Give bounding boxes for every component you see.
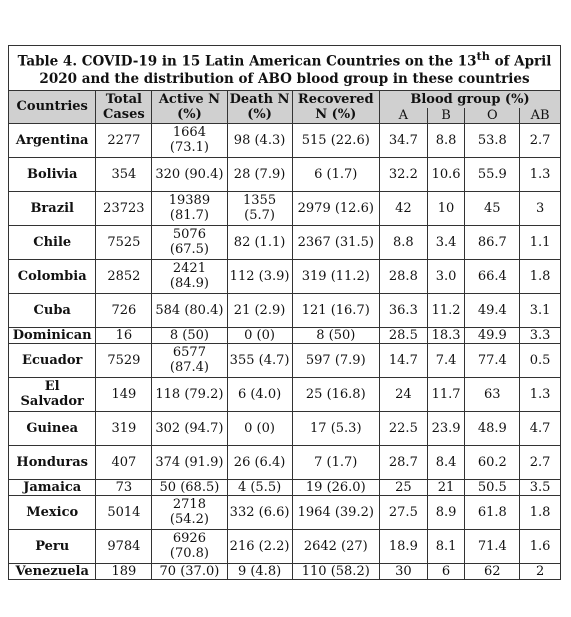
cell-active: 320 (90.4) bbox=[152, 157, 227, 191]
cell-recovered: 1964 (39.2) bbox=[292, 495, 379, 529]
table-row bbox=[9, 495, 561, 529]
cell-o: 50.5 bbox=[465, 479, 520, 495]
cell-total: 5014 bbox=[96, 495, 152, 529]
cell-o: 62 bbox=[465, 563, 520, 579]
cell-b: 8.1 bbox=[427, 529, 465, 563]
cell-ab: 2.7 bbox=[520, 445, 561, 479]
cell-death: 0 (0) bbox=[227, 327, 292, 343]
header-blood-o: O bbox=[465, 108, 520, 124]
cell-death: 82 (1.1) bbox=[227, 225, 292, 259]
cell-active: 50 (68.5) bbox=[152, 479, 227, 495]
cell-total: 189 bbox=[96, 563, 152, 579]
header-countries: Countries bbox=[9, 90, 96, 123]
cell-ab: 3.1 bbox=[520, 293, 561, 327]
cell-country: El Salvador bbox=[9, 377, 96, 411]
cell-death: 26 (6.4) bbox=[227, 445, 292, 479]
cell-a: 22.5 bbox=[379, 411, 427, 445]
cell-total: 73 bbox=[96, 479, 152, 495]
cell-active: 584 (80.4) bbox=[152, 293, 227, 327]
cell-recovered: 515 (22.6) bbox=[292, 123, 379, 157]
header-blood-ab: AB bbox=[520, 108, 561, 124]
cell-death: 112 (3.9) bbox=[227, 259, 292, 293]
cell-total: 726 bbox=[96, 293, 152, 327]
cell-a: 42 bbox=[379, 191, 427, 225]
cell-o: 49.9 bbox=[465, 327, 520, 343]
table-row bbox=[9, 377, 561, 411]
cell-a: 24 bbox=[379, 377, 427, 411]
cell-b: 10 bbox=[427, 191, 465, 225]
cell-a: 8.8 bbox=[379, 225, 427, 259]
cell-ab: 1.1 bbox=[520, 225, 561, 259]
cell-active: 2421 (84.9) bbox=[152, 259, 227, 293]
cell-active: 2718 (54.2) bbox=[152, 495, 227, 529]
cell-country: Cuba bbox=[9, 293, 96, 327]
cell-o: 61.8 bbox=[465, 495, 520, 529]
cell-death: 98 (4.3) bbox=[227, 123, 292, 157]
table-row bbox=[9, 123, 561, 157]
cell-b: 18.3 bbox=[427, 327, 465, 343]
cell-country: Venezuela bbox=[9, 563, 96, 579]
cell-b: 3.4 bbox=[427, 225, 465, 259]
cell-o: 86.7 bbox=[465, 225, 520, 259]
cell-country: Brazil bbox=[9, 191, 96, 225]
table-row bbox=[9, 191, 561, 225]
cell-a: 28.7 bbox=[379, 445, 427, 479]
cell-recovered: 2979 (12.6) bbox=[292, 191, 379, 225]
cell-recovered: 6 (1.7) bbox=[292, 157, 379, 191]
cell-o: 49.4 bbox=[465, 293, 520, 327]
cell-o: 63 bbox=[465, 377, 520, 411]
table-row bbox=[9, 411, 561, 445]
cell-b: 6 bbox=[427, 563, 465, 579]
cell-active: 1664 (73.1) bbox=[152, 123, 227, 157]
cell-o: 53.8 bbox=[465, 123, 520, 157]
header-total-cases: Total Cases bbox=[96, 90, 152, 123]
cell-ab: 4.7 bbox=[520, 411, 561, 445]
cell-active: 118 (79.2) bbox=[152, 377, 227, 411]
cell-country: Ecuador bbox=[9, 343, 96, 377]
table-row bbox=[9, 343, 561, 377]
cell-o: 45 bbox=[465, 191, 520, 225]
cell-total: 2852 bbox=[96, 259, 152, 293]
cell-a: 28.8 bbox=[379, 259, 427, 293]
cell-ab: 1.8 bbox=[520, 495, 561, 529]
cell-country: Honduras bbox=[9, 445, 96, 479]
cell-recovered: 319 (11.2) bbox=[292, 259, 379, 293]
cell-recovered: 8 (50) bbox=[292, 327, 379, 343]
cell-total: 319 bbox=[96, 411, 152, 445]
table-row bbox=[9, 529, 561, 563]
cell-a: 36.3 bbox=[379, 293, 427, 327]
cell-total: 2277 bbox=[96, 123, 152, 157]
cell-o: 48.9 bbox=[465, 411, 520, 445]
cell-country: Peru bbox=[9, 529, 96, 563]
cell-b: 8.9 bbox=[427, 495, 465, 529]
cell-ab: 1.3 bbox=[520, 157, 561, 191]
caption-line-2: 2020 and the distribution of ABO blood group in these countries bbox=[39, 70, 530, 87]
header-active: Active N (%) bbox=[152, 90, 227, 123]
cell-a: 14.7 bbox=[379, 343, 427, 377]
cell-recovered: 19 (26.0) bbox=[292, 479, 379, 495]
cell-b: 11.7 bbox=[427, 377, 465, 411]
cell-death: 21 (2.9) bbox=[227, 293, 292, 327]
cell-recovered: 2367 (31.5) bbox=[292, 225, 379, 259]
cell-recovered: 17 (5.3) bbox=[292, 411, 379, 445]
table-caption bbox=[9, 46, 561, 91]
cell-country: Bolivia bbox=[9, 157, 96, 191]
table-body bbox=[9, 123, 561, 579]
cell-ab: 0.5 bbox=[520, 343, 561, 377]
header-blood-b: B bbox=[427, 108, 465, 124]
cell-recovered: 2642 (27) bbox=[292, 529, 379, 563]
cell-a: 27.5 bbox=[379, 495, 427, 529]
cell-country: Jamaica bbox=[9, 479, 96, 495]
cell-country: Argentina bbox=[9, 123, 96, 157]
cell-o: 77.4 bbox=[465, 343, 520, 377]
cell-b: 10.6 bbox=[427, 157, 465, 191]
cell-total: 7525 bbox=[96, 225, 152, 259]
cell-death: 332 (6.6) bbox=[227, 495, 292, 529]
cell-total: 23723 bbox=[96, 191, 152, 225]
cell-b: 8.8 bbox=[427, 123, 465, 157]
cell-ab: 3 bbox=[520, 191, 561, 225]
cell-active: 302 (94.7) bbox=[152, 411, 227, 445]
cell-ab: 2.7 bbox=[520, 123, 561, 157]
cell-ab: 3.3 bbox=[520, 327, 561, 343]
cell-country: Chile bbox=[9, 225, 96, 259]
cell-active: 6926 (70.8) bbox=[152, 529, 227, 563]
header-death: Death N (%) bbox=[227, 90, 292, 123]
cell-country: Dominican bbox=[9, 327, 96, 343]
caption-line-1: Table 4. COVID-19 in 15 Latin American Countries on the 13 bbox=[17, 53, 477, 70]
cell-b: 23.9 bbox=[427, 411, 465, 445]
cell-total: 149 bbox=[96, 377, 152, 411]
cell-country: Colombia bbox=[9, 259, 96, 293]
caption-superscript: th bbox=[476, 49, 490, 63]
cell-b: 11.2 bbox=[427, 293, 465, 327]
cell-death: 4 (5.5) bbox=[227, 479, 292, 495]
cell-recovered: 121 (16.7) bbox=[292, 293, 379, 327]
header-blood-a: A bbox=[379, 108, 427, 124]
cell-total: 9784 bbox=[96, 529, 152, 563]
table-row bbox=[9, 563, 561, 579]
cell-ab: 1.6 bbox=[520, 529, 561, 563]
header-blood-group: Blood group (%) bbox=[379, 90, 560, 108]
cell-a: 30 bbox=[379, 563, 427, 579]
cell-a: 18.9 bbox=[379, 529, 427, 563]
cell-o: 60.2 bbox=[465, 445, 520, 479]
cell-ab: 1.8 bbox=[520, 259, 561, 293]
cell-death: 6 (4.0) bbox=[227, 377, 292, 411]
table-row bbox=[9, 327, 561, 343]
cell-recovered: 110 (58.2) bbox=[292, 563, 379, 579]
caption-line-1-end: of April bbox=[489, 53, 552, 70]
cell-a: 34.7 bbox=[379, 123, 427, 157]
table-row bbox=[9, 157, 561, 191]
cell-recovered: 7 (1.7) bbox=[292, 445, 379, 479]
header-recovered: Recovered N (%) bbox=[292, 90, 379, 123]
cell-a: 32.2 bbox=[379, 157, 427, 191]
cell-total: 7529 bbox=[96, 343, 152, 377]
cell-total: 354 bbox=[96, 157, 152, 191]
covid-blood-group-table bbox=[8, 45, 561, 580]
cell-ab: 3.5 bbox=[520, 479, 561, 495]
cell-b: 3.0 bbox=[427, 259, 465, 293]
cell-death: 28 (7.9) bbox=[227, 157, 292, 191]
cell-recovered: 597 (7.9) bbox=[292, 343, 379, 377]
cell-total: 16 bbox=[96, 327, 152, 343]
cell-country: Guinea bbox=[9, 411, 96, 445]
cell-recovered: 25 (16.8) bbox=[292, 377, 379, 411]
table-row bbox=[9, 479, 561, 495]
cell-active: 8 (50) bbox=[152, 327, 227, 343]
cell-active: 19389 (81.7) bbox=[152, 191, 227, 225]
cell-country: Mexico bbox=[9, 495, 96, 529]
cell-o: 66.4 bbox=[465, 259, 520, 293]
cell-active: 6577 (87.4) bbox=[152, 343, 227, 377]
cell-active: 374 (91.9) bbox=[152, 445, 227, 479]
cell-b: 21 bbox=[427, 479, 465, 495]
cell-active: 70 (37.0) bbox=[152, 563, 227, 579]
table-row bbox=[9, 445, 561, 479]
cell-o: 71.4 bbox=[465, 529, 520, 563]
cell-b: 7.4 bbox=[427, 343, 465, 377]
cell-death: 9 (4.8) bbox=[227, 563, 292, 579]
cell-o: 55.9 bbox=[465, 157, 520, 191]
cell-a: 28.5 bbox=[379, 327, 427, 343]
cell-ab: 2 bbox=[520, 563, 561, 579]
cell-ab: 1.3 bbox=[520, 377, 561, 411]
cell-death: 1355 (5.7) bbox=[227, 191, 292, 225]
table-row bbox=[9, 259, 561, 293]
cell-total: 407 bbox=[96, 445, 152, 479]
table-row bbox=[9, 293, 561, 327]
cell-active: 5076 (67.5) bbox=[152, 225, 227, 259]
cell-b: 8.4 bbox=[427, 445, 465, 479]
cell-death: 216 (2.2) bbox=[227, 529, 292, 563]
cell-a: 25 bbox=[379, 479, 427, 495]
cell-death: 0 (0) bbox=[227, 411, 292, 445]
table-row bbox=[9, 225, 561, 259]
cell-death: 355 (4.7) bbox=[227, 343, 292, 377]
